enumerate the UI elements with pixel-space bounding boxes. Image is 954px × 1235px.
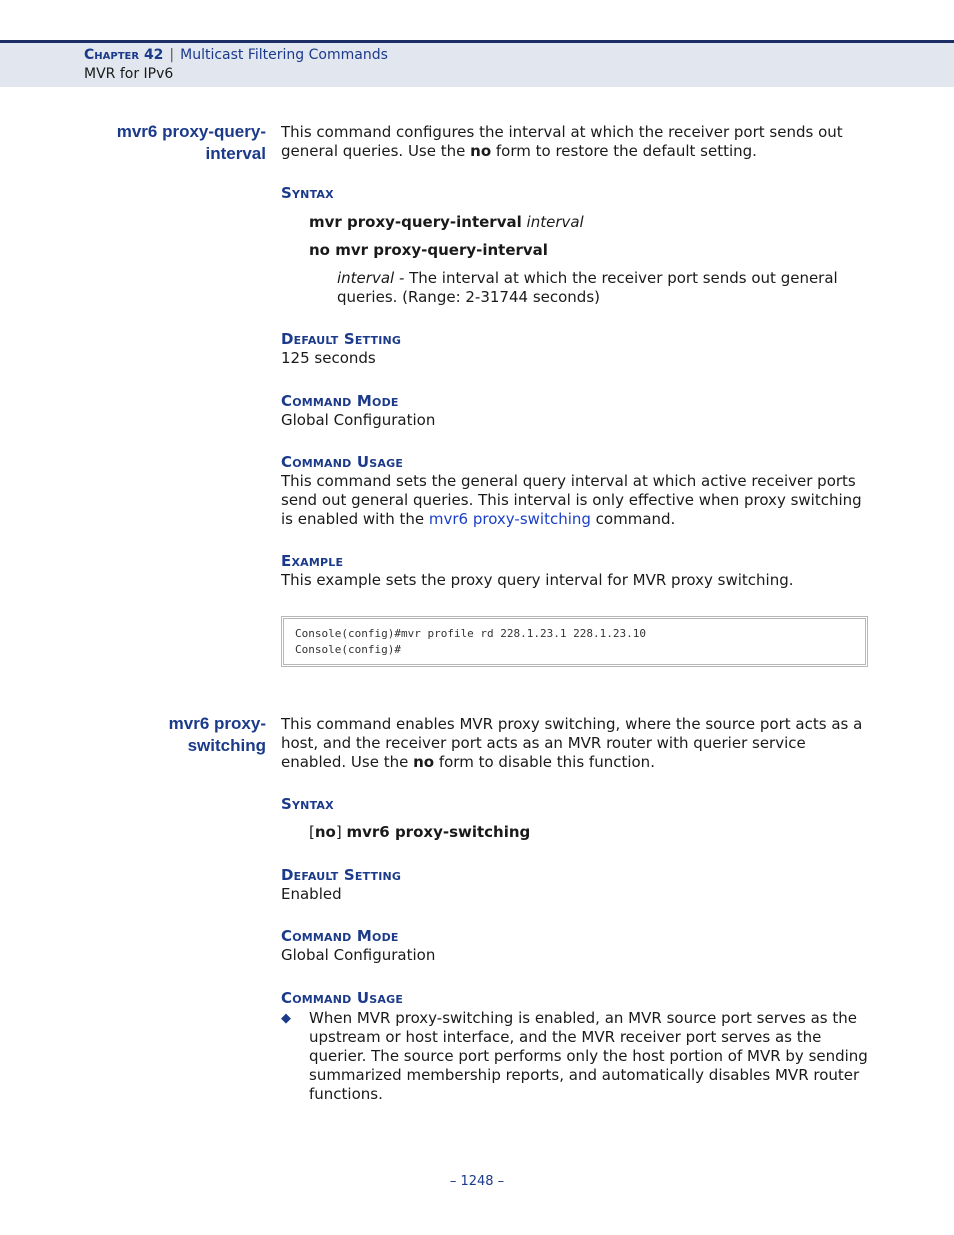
command-mode-value: Global Configuration	[281, 946, 436, 964]
description-text: This command enables MVR proxy switching, where the source port acts as a host, and the receiver port acts as an MVR router with querier service enabled. Use the	[281, 715, 863, 771]
syntax-command: mvr6 proxy-switching	[346, 823, 531, 841]
command-mode-value: Global Configuration	[281, 411, 436, 429]
command-usage-heading: Command Usage	[281, 453, 404, 471]
command-mode-heading: Command Mode	[281, 927, 399, 945]
parameter-description	[337, 269, 872, 307]
syntax-line	[309, 823, 530, 841]
parameter-text: - The interval at which the receiver port sends out general queries. (Range: 2-31744 seconds)	[337, 269, 838, 306]
command-title-line: mvr6 proxy-query-	[116, 122, 266, 141]
command-title-line: switching	[187, 736, 266, 755]
syntax-command: mvr proxy-query-interval	[309, 213, 522, 231]
default-setting-heading: Default Setting	[281, 866, 402, 884]
command-title-line: interval	[205, 144, 266, 163]
command-description	[281, 123, 871, 161]
chapter-label: Chapter 42	[84, 47, 164, 63]
code-line: Console(config)#mvr profile rd 228.1.23.1 228.1.23.10	[295, 627, 646, 640]
bracket: ]	[335, 823, 342, 841]
command-title-proxy-query-interval	[117, 121, 266, 165]
diamond-bullet-icon: ◆	[281, 1011, 291, 1026]
usage-bullet-text: When MVR proxy-switching is enabled, an MVR source port serves as the upstream or host interface, and the MVR receiver port serves as the querier. The source port performs only the host portion of MVR by sending summarized membership reports, and automatically disables MVR router functions.	[309, 1009, 868, 1103]
default-setting-value: Enabled	[281, 885, 342, 903]
default-setting-heading: Default Setting	[281, 330, 402, 348]
header-separator: |	[169, 47, 175, 63]
syntax-command: no mvr proxy-query-interval	[309, 241, 548, 259]
example-description: This example sets the proxy query interval for MVR proxy switching.	[281, 571, 794, 589]
code-example-box	[281, 616, 868, 667]
syntax-heading: Syntax	[281, 795, 334, 813]
syntax-line	[309, 213, 584, 231]
description-text: form to disable this function.	[434, 753, 655, 771]
command-description	[281, 715, 871, 772]
command-title-line: mvr6 proxy-	[168, 714, 266, 733]
page-header	[0, 40, 954, 87]
description-text: This command configures the interval at which the receiver port sends out general queries. Use the	[281, 123, 843, 160]
syntax-parameter: interval	[526, 213, 584, 231]
keyword-no: no	[470, 142, 492, 160]
section-title: MVR for IPv6	[84, 66, 174, 82]
code-line: Console(config)#	[295, 643, 401, 656]
parameter-name: interval	[337, 269, 395, 287]
example-heading: Example	[281, 552, 344, 570]
usage-text: command.	[590, 510, 676, 528]
keyword-no: no	[413, 753, 435, 771]
header-chapter-line	[84, 47, 388, 63]
chapter-title: Multicast Filtering Commands	[180, 47, 388, 63]
command-title-proxy-switching	[169, 713, 266, 757]
command-usage-text	[281, 472, 871, 529]
keyword-no: no	[314, 823, 336, 841]
usage-text: This command sets the general query interval at which active receiver ports send out general queries. This interval is only effective when proxy switching is enabled with the	[281, 472, 862, 528]
command-usage-heading: Command Usage	[281, 989, 404, 1007]
page-number: – 1248 –	[449, 1174, 505, 1189]
syntax-line	[309, 241, 548, 259]
syntax-heading: Syntax	[281, 184, 334, 202]
bracket: [	[309, 823, 315, 841]
link-mvr6-proxy-switching[interactable]: mvr6 proxy-switching	[428, 510, 591, 528]
command-mode-heading: Command Mode	[281, 392, 399, 410]
default-setting-value: 125 seconds	[281, 349, 376, 367]
description-text: form to restore the default setting.	[491, 142, 757, 160]
